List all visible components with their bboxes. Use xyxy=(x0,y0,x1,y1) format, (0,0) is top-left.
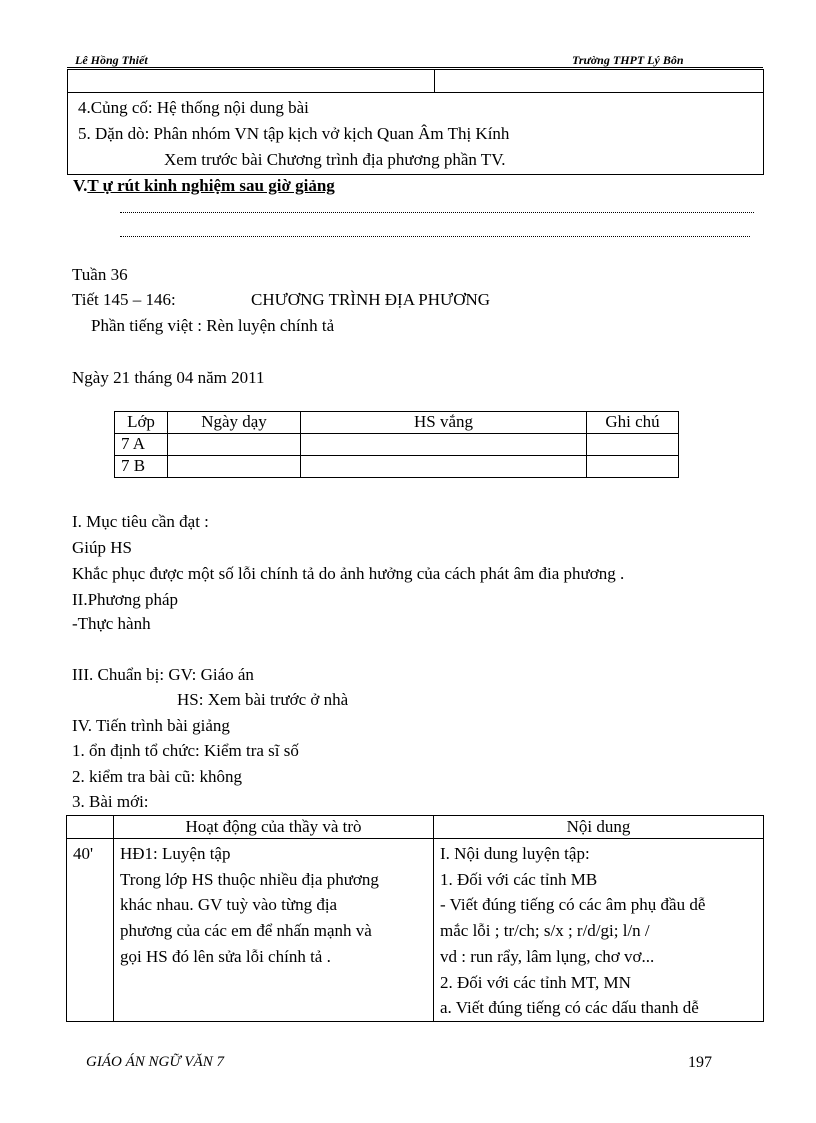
homework-next-text: Xem trước bài Chương trình địa phương phần TV. xyxy=(164,150,506,169)
step-1: 1. ổn định tổ chức: Kiểm tra sĩ số xyxy=(72,741,299,760)
activity-cell xyxy=(114,839,434,1022)
activity-line: gọi HS đó lên sửa lỗi chính tả . xyxy=(120,946,331,966)
activity-table xyxy=(66,815,764,1022)
step-2: 2. kiểm tra bài cũ: không xyxy=(72,767,242,786)
table-row xyxy=(115,456,679,478)
dotted-line xyxy=(120,236,750,237)
attendance-table xyxy=(114,411,679,478)
content-line: a. Viết đúng tiếng có các dấu thanh dễ xyxy=(440,998,699,1018)
page-number: 197 xyxy=(688,1054,712,1071)
table-row xyxy=(68,93,764,175)
date-cell xyxy=(168,434,301,456)
absent-cell xyxy=(301,456,587,478)
lesson-subtitle: Phần tiếng việt : Rèn luyện chính tả xyxy=(91,316,335,335)
homework-text: 5. Dặn dò: Phân nhóm VN tập kịch vở kịch Quan Âm Thị Kính xyxy=(78,124,510,143)
header-author: Lê Hồng Thiết xyxy=(75,53,148,67)
content-line: I. Nội dung luyện tập: xyxy=(440,844,590,863)
objectives-text: Khắc phục được một số lỗi chính tả do ảnh hưởng của cách phát âm đia phương . xyxy=(72,564,625,583)
column-header xyxy=(67,816,114,839)
content-line: mắc lỗi ; tr/ch; s/x ; r/d/gi; l/n / xyxy=(440,921,650,941)
method-text: -Thực hành xyxy=(72,614,151,633)
process-heading: IV. Tiến trình bài giảng xyxy=(72,716,230,735)
table-row xyxy=(115,434,679,456)
activity-line: HĐ1: Luyện tập xyxy=(120,844,231,863)
table-cell xyxy=(435,70,764,93)
dotted-line xyxy=(120,212,754,213)
column-header: Nội dung xyxy=(434,816,764,839)
class-cell: 7 A xyxy=(115,434,168,456)
prev-lesson-table xyxy=(67,69,764,175)
column-header: Lớp xyxy=(115,412,168,434)
activity-line: phương của các em để nhấn mạnh và xyxy=(120,921,372,941)
objectives-heading: I. Mục tiêu cần đạt : xyxy=(72,512,209,531)
column-header: Hoạt động của thầy và trò xyxy=(114,816,434,839)
table-row xyxy=(67,839,764,1022)
note-cell xyxy=(587,456,679,478)
content-line: 1. Đối với các tỉnh MB xyxy=(440,869,598,889)
content-line: 2. Đối với các tỉnh MT, MN xyxy=(440,972,631,992)
table-row xyxy=(115,412,679,434)
prep-students: HS: Xem bài trước ở nhà xyxy=(177,690,349,709)
date-cell xyxy=(168,456,301,478)
lesson-title: CHƯƠNG TRÌNH ĐỊA PHƯƠNG xyxy=(251,290,491,309)
column-header: Ghi chú xyxy=(587,412,679,434)
header-school: Trường THPT Lý Bôn xyxy=(572,53,684,67)
footer-book: GIÁO ÁN NGỮ VĂN 7 xyxy=(86,1054,224,1070)
time-cell: 40' xyxy=(67,839,114,1022)
period-label: Tiết 145 – 146: xyxy=(72,290,176,309)
activity-line: khác nhau. GV tuỳ vào từng địa xyxy=(120,895,338,915)
note-cell xyxy=(587,434,679,456)
column-header: Ngày dạy xyxy=(168,412,301,434)
column-header: HS vắng xyxy=(301,412,587,434)
consolidation-text: 4.Củng cố: Hệ thống nội dung bài xyxy=(78,98,309,117)
absent-cell xyxy=(301,434,587,456)
objectives-intro: Giúp HS xyxy=(72,538,132,557)
table-row xyxy=(68,70,764,93)
method-heading: II.Phương pháp xyxy=(72,590,179,609)
class-cell: 7 B xyxy=(115,456,168,478)
self-review-prefix: V. xyxy=(73,176,88,195)
content-line: - Viết đúng tiếng có các âm phụ đầu dễ xyxy=(440,895,706,915)
week-label: Tuần 36 xyxy=(72,265,128,284)
activity-line: Trong lớp HS thuộc nhiều địa phương xyxy=(120,869,379,889)
prep-heading: III. Chuẩn bị: GV: Giáo án xyxy=(72,665,254,684)
self-review-title: T ự rút kinh nghiệm sau giờ giảng xyxy=(87,176,335,195)
step-3: 3. Bài mới: xyxy=(72,792,149,811)
table-cell xyxy=(68,93,764,175)
self-review-heading xyxy=(73,176,335,196)
content-line: vd : run rẩy, lâm lụng, chơ vơ... xyxy=(440,946,655,966)
table-row xyxy=(67,816,764,839)
content-cell xyxy=(434,839,764,1022)
table-cell xyxy=(68,70,435,93)
lesson-date: Ngày 21 tháng 04 năm 2011 xyxy=(72,368,265,387)
header-rule xyxy=(67,67,763,68)
